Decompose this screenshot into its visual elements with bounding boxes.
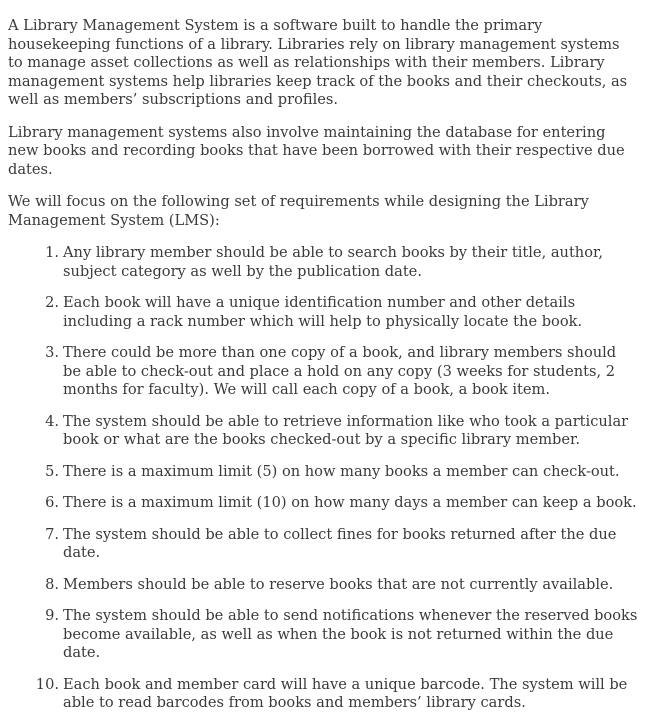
requirement-item	[39, 607, 638, 663]
requirement-item	[35, 675, 638, 713]
requirement-item	[39, 294, 638, 331]
requirement-number: 10.	[35, 675, 59, 693]
requirement-item	[39, 344, 638, 400]
requirement-number: 3.	[45, 344, 59, 361]
requirement-text: The system should be able to collect fines for books returned after the due date.	[63, 525, 617, 561]
intro-paragraph-2: Library management systems also involve maintaining the database for entering new books and recording books that have been borrowed with their respective due dates.	[8, 123, 625, 178]
requirement-text: Each book will have a unique identification number and other details including a rack number which will help to physically locate the book.	[63, 294, 583, 330]
requirement-item	[39, 576, 638, 595]
requirement-text: The system should be able to retrieve information like who took a particular book or what are the books checked-out by a specific library member.	[63, 412, 629, 448]
requirement-text: There is a maximum limit (10) on how many days a member can keep a book.	[63, 494, 637, 511]
requirement-number: 8.	[45, 575, 59, 593]
requirement-text: Any library member should be able to search books by their title, author, subject category as well by the publication date.	[63, 244, 604, 280]
requirement-text: Members should be able to reserve books that are not currently available.	[63, 575, 614, 593]
requirement-text: There is a maximum limit (5) on how many books a member can check-out.	[63, 462, 620, 480]
requirement-text: Each book and member card will have a unique barcode. The system will be able to read barcodes from books and members’ library cards.	[63, 675, 628, 711]
requirement-number: 5.	[45, 462, 59, 480]
requirement-number: 2.	[45, 294, 59, 311]
requirement-number: 7.	[45, 525, 59, 543]
requirement-number: 4.	[45, 412, 59, 430]
requirement-number: 1.	[45, 244, 59, 261]
requirement-number: 6.	[45, 494, 59, 511]
intro-paragraph-3: We will focus on the following set of requirements while designing the Library Management System (LMS):	[8, 193, 589, 229]
requirement-number: 9.	[45, 607, 59, 624]
requirement-item	[39, 244, 638, 281]
intro-paragraph-1: A Library Management System is a software built to handle the primary housekeeping functions of a library. Libraries rely on library management systems to manage asset collections as well as relationships with their members. Library management systems help libraries keep track of the books and their checkouts, as well as members’ subscriptions and profiles.	[8, 17, 628, 108]
requirement-text: There could be more than one copy of a book, and library members should be able to check-out and place a hold on any copy (3 weeks for students, 2 months for faculty). We will call each copy of a book, a book item.	[63, 344, 617, 398]
requirements-list	[8, 244, 638, 713]
requirement-item	[39, 463, 638, 482]
requirement-item	[39, 413, 638, 450]
requirement-item	[39, 494, 638, 513]
requirement-text: The system should be able to send notifications whenever the reserved books become available, as well as when the book is not returned within the due date.	[63, 607, 638, 661]
requirement-item	[39, 526, 638, 563]
